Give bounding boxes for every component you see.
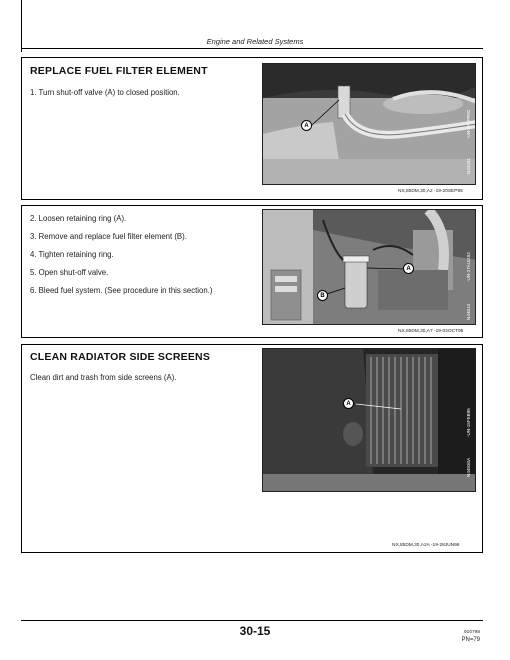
section-clean-radiator-screens	[21, 344, 483, 553]
callout-a: A	[301, 120, 312, 131]
photo-shutoff-valve-graphic	[263, 64, 476, 185]
step-text: 1. Turn shut-off valve (A) to closed position.	[30, 88, 180, 97]
callout-b: B	[317, 290, 328, 301]
section-title: CLEAN RADIATOR SIDE SCREENS	[30, 351, 211, 363]
header-rule	[21, 48, 483, 49]
photo-fuel-filter-graphic	[263, 210, 476, 325]
step-text: 2. Loosen retaining ring (A).	[30, 214, 127, 223]
photo-fuel-filter	[262, 209, 476, 325]
photo-shutoff-valve	[262, 63, 476, 185]
callout-a: A	[343, 398, 354, 409]
step-text: 5. Open shut-off valve.	[30, 268, 109, 277]
image-caption: NX,85DM,30,A7 -19-02OCT95	[398, 329, 464, 334]
image-id-label: N44830A	[466, 457, 471, 477]
section-fuel-filter-steps	[21, 205, 483, 338]
step-text: 6. Bleed fuel system. (See procedure in this section.)	[30, 286, 213, 295]
photo-radiator-screens	[262, 348, 476, 492]
footer-page-code: PN=79	[461, 637, 480, 643]
section-title: REPLACE FUEL FILTER ELEMENT	[30, 65, 208, 77]
step-text: Clean dirt and trash from side screens (A).	[30, 373, 177, 382]
footer-rule	[21, 620, 483, 621]
image-id-label: -UN-27AUG92	[466, 252, 471, 282]
image-caption: NX,85DM,30,A2A -19-28JUN96	[392, 543, 460, 548]
image-caption: NX,85DM,30,A2 -19-20SEP95	[398, 189, 463, 194]
page-number: 30-15	[239, 624, 271, 638]
footer-date: 910798	[463, 630, 480, 635]
step-text: 3. Remove and replace fuel filter element (B).	[30, 232, 187, 241]
callout-a: A	[403, 263, 414, 274]
photo-radiator-screens-graphic	[263, 349, 476, 492]
step-text: 4. Tighten retaining ring.	[30, 250, 114, 259]
image-id-label: -UN-27APR92	[466, 109, 471, 139]
image-id-label: N44291	[466, 157, 471, 174]
section-replace-fuel-filter	[21, 57, 483, 200]
image-id-label: N44814	[466, 303, 471, 320]
image-id-label: -UN-15FEB95	[466, 408, 471, 437]
running-header: Engine and Related Systems	[206, 37, 304, 46]
